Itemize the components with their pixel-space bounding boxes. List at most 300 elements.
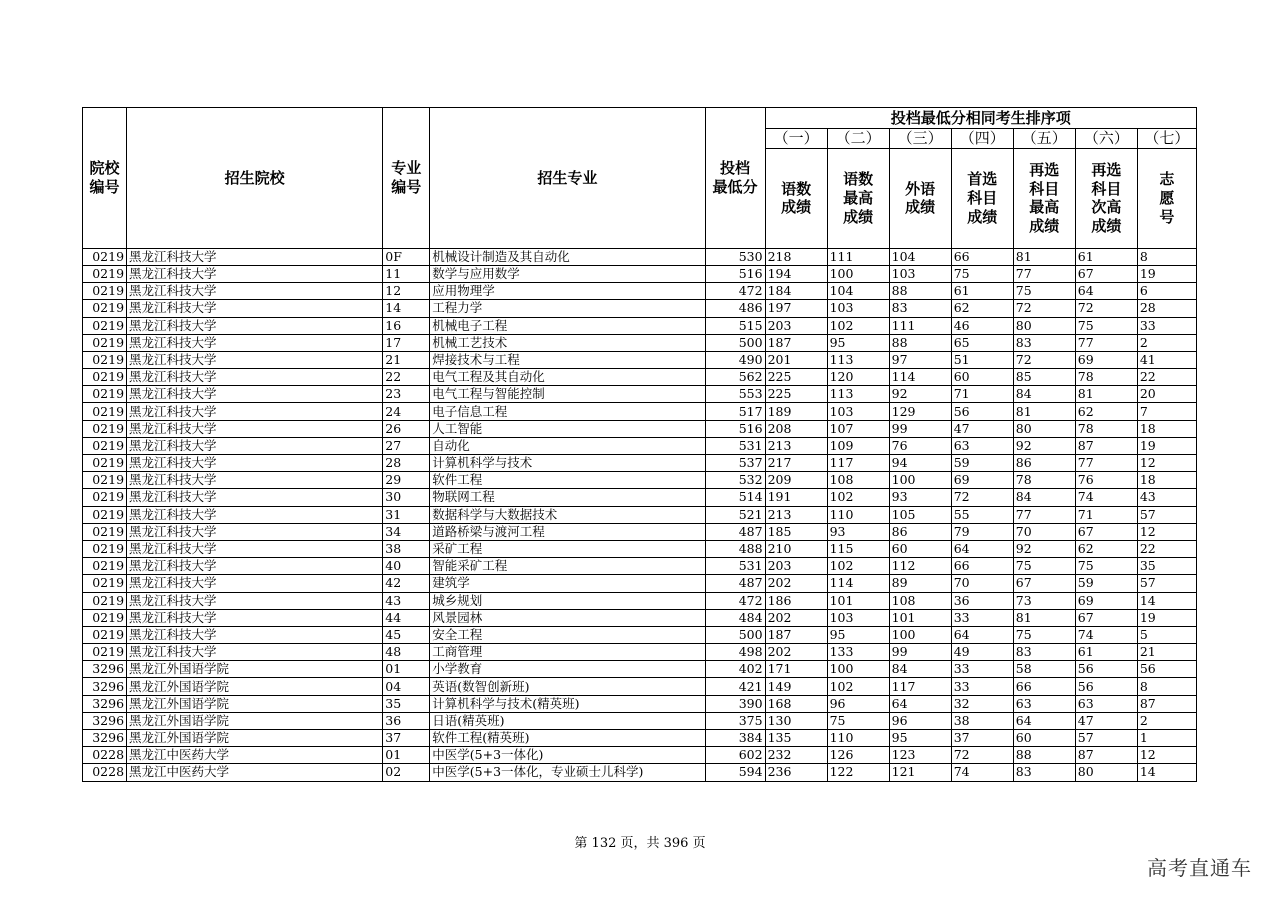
score-6-cell: 64 <box>1075 283 1137 300</box>
score-1-cell: 225 <box>765 369 827 386</box>
score-3-cell: 97 <box>889 351 951 368</box>
header-seq-4: （四） <box>951 129 1013 149</box>
volunteer-no-cell: 2 <box>1137 334 1196 351</box>
score-5-cell: 75 <box>1013 558 1075 575</box>
volunteer-no-cell: 21 <box>1137 644 1196 661</box>
score-5-cell: 72 <box>1013 351 1075 368</box>
min-score-cell: 487 <box>705 575 765 592</box>
major-code-cell: 21 <box>383 351 430 368</box>
school-name-cell: 黑龙江中医药大学 <box>127 764 383 781</box>
score-4-cell: 46 <box>951 317 1013 334</box>
score-1-cell: 171 <box>765 661 827 678</box>
school-code-cell: 0219 <box>83 540 127 557</box>
score-1-cell: 202 <box>765 609 827 626</box>
volunteer-no-cell: 18 <box>1137 420 1196 437</box>
school-code-cell: 0219 <box>83 626 127 643</box>
table-row <box>83 317 1197 334</box>
school-name-cell: 黑龙江科技大学 <box>127 472 383 489</box>
score-2-cell: 133 <box>827 644 889 661</box>
major-name-cell: 电气工程与智能控制 <box>430 386 705 403</box>
major-name-cell: 焊接技术与工程 <box>430 351 705 368</box>
table-row <box>83 747 1197 764</box>
score-4-cell: 55 <box>951 506 1013 523</box>
table-row <box>83 626 1197 643</box>
score-2-cell: 102 <box>827 678 889 695</box>
score-6-cell: 76 <box>1075 472 1137 489</box>
school-name-cell: 黑龙江科技大学 <box>127 506 383 523</box>
score-2-cell: 101 <box>827 592 889 609</box>
major-name-cell: 道路桥梁与渡河工程 <box>430 523 705 540</box>
major-name-cell: 智能采矿工程 <box>430 558 705 575</box>
school-name-cell: 黑龙江外国语学院 <box>127 712 383 729</box>
table-row <box>83 592 1197 609</box>
score-5-cell: 92 <box>1013 437 1075 454</box>
school-name-cell: 黑龙江外国语学院 <box>127 730 383 747</box>
score-6-cell: 87 <box>1075 437 1137 454</box>
major-code-cell: 17 <box>383 334 430 351</box>
school-code-cell: 0219 <box>83 334 127 351</box>
header-sub-3: 外语 成绩 <box>889 148 951 248</box>
school-code-cell: 0219 <box>83 317 127 334</box>
score-6-cell: 57 <box>1075 730 1137 747</box>
school-name-cell: 黑龙江科技大学 <box>127 317 383 334</box>
major-code-cell: 24 <box>383 403 430 420</box>
table-row <box>83 472 1197 489</box>
major-name-cell: 日语(精英班) <box>430 712 705 729</box>
header-sub-4: 首选 科目 成绩 <box>951 148 1013 248</box>
score-2-cell: 103 <box>827 609 889 626</box>
score-4-cell: 71 <box>951 386 1013 403</box>
score-4-cell: 79 <box>951 523 1013 540</box>
score-6-cell: 62 <box>1075 403 1137 420</box>
table-row <box>83 351 1197 368</box>
score-1-cell: 191 <box>765 489 827 506</box>
score-2-cell: 95 <box>827 626 889 643</box>
score-2-cell: 113 <box>827 386 889 403</box>
score-2-cell: 109 <box>827 437 889 454</box>
score-1-cell: 194 <box>765 265 827 282</box>
score-3-cell: 83 <box>889 300 951 317</box>
score-6-cell: 67 <box>1075 265 1137 282</box>
min-score-cell: 594 <box>705 764 765 781</box>
major-code-cell: 01 <box>383 747 430 764</box>
volunteer-no-cell: 7 <box>1137 403 1196 420</box>
major-code-cell: 35 <box>383 695 430 712</box>
school-code-cell: 0219 <box>83 592 127 609</box>
score-1-cell: 202 <box>765 575 827 592</box>
score-1-cell: 236 <box>765 764 827 781</box>
score-4-cell: 74 <box>951 764 1013 781</box>
major-name-cell: 机械设计制造及其自动化 <box>430 248 705 265</box>
score-5-cell: 70 <box>1013 523 1075 540</box>
score-2-cell: 114 <box>827 575 889 592</box>
score-3-cell: 76 <box>889 437 951 454</box>
major-name-cell: 人工智能 <box>430 420 705 437</box>
school-name-cell: 黑龙江科技大学 <box>127 575 383 592</box>
score-5-cell: 80 <box>1013 420 1075 437</box>
score-5-cell: 83 <box>1013 334 1075 351</box>
major-code-cell: 36 <box>383 712 430 729</box>
min-score-cell: 516 <box>705 265 765 282</box>
score-6-cell: 47 <box>1075 712 1137 729</box>
score-5-cell: 66 <box>1013 678 1075 695</box>
score-4-cell: 66 <box>951 558 1013 575</box>
table-row <box>83 283 1197 300</box>
major-code-cell: 0F <box>383 248 430 265</box>
score-5-cell: 80 <box>1013 317 1075 334</box>
school-name-cell: 黑龙江中医药大学 <box>127 747 383 764</box>
score-3-cell: 88 <box>889 283 951 300</box>
school-code-cell: 0219 <box>83 575 127 592</box>
score-6-cell: 63 <box>1075 695 1137 712</box>
score-5-cell: 63 <box>1013 695 1075 712</box>
score-2-cell: 111 <box>827 248 889 265</box>
score-5-cell: 75 <box>1013 283 1075 300</box>
header-sub-1: 语数 成绩 <box>765 148 827 248</box>
volunteer-no-cell: 87 <box>1137 695 1196 712</box>
table-row <box>83 523 1197 540</box>
min-score-cell: 500 <box>705 626 765 643</box>
score-6-cell: 67 <box>1075 609 1137 626</box>
school-code-cell: 0228 <box>83 764 127 781</box>
school-name-cell: 黑龙江科技大学 <box>127 386 383 403</box>
score-5-cell: 84 <box>1013 489 1075 506</box>
volunteer-no-cell: 19 <box>1137 265 1196 282</box>
score-3-cell: 100 <box>889 626 951 643</box>
admission-table <box>82 107 1197 782</box>
score-4-cell: 56 <box>951 403 1013 420</box>
school-code-cell: 0219 <box>83 300 127 317</box>
score-4-cell: 33 <box>951 661 1013 678</box>
table-row <box>83 678 1197 695</box>
min-score-cell: 472 <box>705 283 765 300</box>
score-3-cell: 111 <box>889 317 951 334</box>
score-5-cell: 78 <box>1013 472 1075 489</box>
min-score-cell: 514 <box>705 489 765 506</box>
volunteer-no-cell: 12 <box>1137 455 1196 472</box>
min-score-cell: 472 <box>705 592 765 609</box>
score-5-cell: 86 <box>1013 455 1075 472</box>
min-score-cell: 498 <box>705 644 765 661</box>
score-1-cell: 225 <box>765 386 827 403</box>
score-2-cell: 75 <box>827 712 889 729</box>
score-1-cell: 168 <box>765 695 827 712</box>
score-5-cell: 88 <box>1013 747 1075 764</box>
page-footer: 第 132 页，共 396 页 <box>574 836 706 851</box>
watermark: 高考直通车 <box>1147 856 1252 880</box>
school-code-cell: 0228 <box>83 747 127 764</box>
score-3-cell: 95 <box>889 730 951 747</box>
school-code-cell: 0219 <box>83 609 127 626</box>
major-code-cell: 26 <box>383 420 430 437</box>
score-6-cell: 87 <box>1075 747 1137 764</box>
min-score-cell: 515 <box>705 317 765 334</box>
score-6-cell: 69 <box>1075 351 1137 368</box>
score-4-cell: 59 <box>951 455 1013 472</box>
score-1-cell: 232 <box>765 747 827 764</box>
score-6-cell: 71 <box>1075 506 1137 523</box>
volunteer-no-cell: 33 <box>1137 317 1196 334</box>
score-5-cell: 60 <box>1013 730 1075 747</box>
score-5-cell: 83 <box>1013 644 1075 661</box>
score-6-cell: 56 <box>1075 678 1137 695</box>
major-name-cell: 机械工艺技术 <box>430 334 705 351</box>
table-row <box>83 403 1197 420</box>
major-name-cell: 小学教育 <box>430 661 705 678</box>
score-6-cell: 78 <box>1075 420 1137 437</box>
score-4-cell: 66 <box>951 248 1013 265</box>
header-sub-6: 再选 科目 次高 成绩 <box>1075 148 1137 248</box>
major-name-cell: 自动化 <box>430 437 705 454</box>
table-row <box>83 644 1197 661</box>
score-2-cell: 103 <box>827 403 889 420</box>
major-code-cell: 12 <box>383 283 430 300</box>
table-row <box>83 437 1197 454</box>
score-2-cell: 110 <box>827 506 889 523</box>
major-name-cell: 数学与应用数学 <box>430 265 705 282</box>
score-5-cell: 77 <box>1013 265 1075 282</box>
header-school: 招生院校 <box>127 108 383 249</box>
score-3-cell: 121 <box>889 764 951 781</box>
major-code-cell: 42 <box>383 575 430 592</box>
school-name-cell: 黑龙江科技大学 <box>127 334 383 351</box>
score-5-cell: 64 <box>1013 712 1075 729</box>
score-4-cell: 72 <box>951 747 1013 764</box>
volunteer-no-cell: 19 <box>1137 437 1196 454</box>
school-code-cell: 0219 <box>83 455 127 472</box>
score-5-cell: 75 <box>1013 626 1075 643</box>
major-name-cell: 中医学(5+3一体化，专业硕士儿科学) <box>430 764 705 781</box>
table-row <box>83 506 1197 523</box>
header-seq-1: （一） <box>765 129 827 149</box>
major-code-cell: 37 <box>383 730 430 747</box>
table-row <box>83 575 1197 592</box>
min-score-cell: 488 <box>705 540 765 557</box>
score-1-cell: 197 <box>765 300 827 317</box>
score-2-cell: 100 <box>827 265 889 282</box>
score-4-cell: 60 <box>951 369 1013 386</box>
volunteer-no-cell: 35 <box>1137 558 1196 575</box>
score-5-cell: 58 <box>1013 661 1075 678</box>
header-sub-5: 再选 科目 最高 成绩 <box>1013 148 1075 248</box>
school-name-cell: 黑龙江外国语学院 <box>127 678 383 695</box>
score-3-cell: 64 <box>889 695 951 712</box>
min-score-cell: 531 <box>705 437 765 454</box>
score-5-cell: 81 <box>1013 609 1075 626</box>
major-code-cell: 38 <box>383 540 430 557</box>
score-5-cell: 92 <box>1013 540 1075 557</box>
score-6-cell: 78 <box>1075 369 1137 386</box>
score-4-cell: 33 <box>951 609 1013 626</box>
score-3-cell: 99 <box>889 644 951 661</box>
score-5-cell: 73 <box>1013 592 1075 609</box>
score-4-cell: 61 <box>951 283 1013 300</box>
score-4-cell: 38 <box>951 712 1013 729</box>
header-seq-5: （五） <box>1013 129 1075 149</box>
score-6-cell: 61 <box>1075 644 1137 661</box>
score-3-cell: 123 <box>889 747 951 764</box>
score-3-cell: 101 <box>889 609 951 626</box>
school-code-cell: 0219 <box>83 403 127 420</box>
min-score-cell: 562 <box>705 369 765 386</box>
min-score-cell: 602 <box>705 747 765 764</box>
min-score-cell: 537 <box>705 455 765 472</box>
school-name-cell: 黑龙江科技大学 <box>127 540 383 557</box>
major-name-cell: 城乡规划 <box>430 592 705 609</box>
score-6-cell: 69 <box>1075 592 1137 609</box>
min-score-cell: 484 <box>705 609 765 626</box>
header-major: 招生专业 <box>430 108 705 249</box>
score-1-cell: 149 <box>765 678 827 695</box>
school-name-cell: 黑龙江科技大学 <box>127 369 383 386</box>
school-name-cell: 黑龙江科技大学 <box>127 558 383 575</box>
school-name-cell: 黑龙江科技大学 <box>127 489 383 506</box>
min-score-cell: 531 <box>705 558 765 575</box>
school-code-cell: 0219 <box>83 437 127 454</box>
volunteer-no-cell: 14 <box>1137 764 1196 781</box>
score-1-cell: 202 <box>765 644 827 661</box>
score-1-cell: 217 <box>765 455 827 472</box>
min-score-cell: 390 <box>705 695 765 712</box>
table-row <box>83 712 1197 729</box>
table-row <box>83 764 1197 781</box>
score-4-cell: 65 <box>951 334 1013 351</box>
table-row <box>83 265 1197 282</box>
score-3-cell: 114 <box>889 369 951 386</box>
major-name-cell: 中医学(5+3一体化) <box>430 747 705 764</box>
school-name-cell: 黑龙江科技大学 <box>127 403 383 420</box>
min-score-cell: 486 <box>705 300 765 317</box>
score-1-cell: 210 <box>765 540 827 557</box>
major-name-cell: 软件工程(精英班) <box>430 730 705 747</box>
score-4-cell: 32 <box>951 695 1013 712</box>
score-4-cell: 49 <box>951 644 1013 661</box>
score-3-cell: 99 <box>889 420 951 437</box>
table-row <box>83 334 1197 351</box>
header-seq-6: （六） <box>1075 129 1137 149</box>
min-score-cell: 500 <box>705 334 765 351</box>
major-name-cell: 英语(数智创新班) <box>430 678 705 695</box>
score-6-cell: 75 <box>1075 317 1137 334</box>
volunteer-no-cell: 22 <box>1137 369 1196 386</box>
major-code-cell: 01 <box>383 661 430 678</box>
major-code-cell: 23 <box>383 386 430 403</box>
score-3-cell: 92 <box>889 386 951 403</box>
score-6-cell: 74 <box>1075 626 1137 643</box>
major-name-cell: 电气工程及其自动化 <box>430 369 705 386</box>
score-4-cell: 62 <box>951 300 1013 317</box>
score-5-cell: 85 <box>1013 369 1075 386</box>
volunteer-no-cell: 8 <box>1137 248 1196 265</box>
volunteer-no-cell: 12 <box>1137 523 1196 540</box>
score-2-cell: 93 <box>827 523 889 540</box>
min-score-cell: 402 <box>705 661 765 678</box>
score-4-cell: 33 <box>951 678 1013 695</box>
score-1-cell: 201 <box>765 351 827 368</box>
score-4-cell: 36 <box>951 592 1013 609</box>
major-code-cell: 45 <box>383 626 430 643</box>
score-6-cell: 74 <box>1075 489 1137 506</box>
score-3-cell: 129 <box>889 403 951 420</box>
school-name-cell: 黑龙江科技大学 <box>127 283 383 300</box>
score-2-cell: 117 <box>827 455 889 472</box>
school-code-cell: 0219 <box>83 523 127 540</box>
volunteer-no-cell: 57 <box>1137 506 1196 523</box>
table-row <box>83 730 1197 747</box>
school-code-cell: 0219 <box>83 558 127 575</box>
score-3-cell: 104 <box>889 248 951 265</box>
header-seq-7: （七） <box>1137 129 1196 149</box>
score-5-cell: 81 <box>1013 248 1075 265</box>
min-score-cell: 421 <box>705 678 765 695</box>
score-1-cell: 209 <box>765 472 827 489</box>
score-6-cell: 77 <box>1075 455 1137 472</box>
school-name-cell: 黑龙江科技大学 <box>127 592 383 609</box>
score-2-cell: 102 <box>827 558 889 575</box>
score-6-cell: 81 <box>1075 386 1137 403</box>
table-row <box>83 369 1197 386</box>
major-code-cell: 16 <box>383 317 430 334</box>
min-score-cell: 516 <box>705 420 765 437</box>
score-2-cell: 122 <box>827 764 889 781</box>
major-name-cell: 建筑学 <box>430 575 705 592</box>
table-row <box>83 661 1197 678</box>
volunteer-no-cell: 41 <box>1137 351 1196 368</box>
school-name-cell: 黑龙江科技大学 <box>127 523 383 540</box>
school-name-cell: 黑龙江外国语学院 <box>127 661 383 678</box>
school-name-cell: 黑龙江外国语学院 <box>127 695 383 712</box>
header-group-title: 投档最低分相同考生排序项 <box>765 108 1196 129</box>
score-2-cell: 102 <box>827 317 889 334</box>
major-name-cell: 计算机科学与技术 <box>430 455 705 472</box>
score-5-cell: 84 <box>1013 386 1075 403</box>
major-code-cell: 43 <box>383 592 430 609</box>
score-4-cell: 64 <box>951 540 1013 557</box>
school-code-cell: 0219 <box>83 489 127 506</box>
table-row <box>83 540 1197 557</box>
header-sub-7: 志 愿 号 <box>1137 148 1196 248</box>
volunteer-no-cell: 19 <box>1137 609 1196 626</box>
score-3-cell: 100 <box>889 472 951 489</box>
volunteer-no-cell: 28 <box>1137 300 1196 317</box>
table-row <box>83 386 1197 403</box>
score-1-cell: 203 <box>765 317 827 334</box>
score-2-cell: 104 <box>827 283 889 300</box>
score-1-cell: 187 <box>765 334 827 351</box>
score-2-cell: 107 <box>827 420 889 437</box>
school-name-cell: 黑龙江科技大学 <box>127 351 383 368</box>
table-row <box>83 558 1197 575</box>
score-6-cell: 67 <box>1075 523 1137 540</box>
school-code-cell: 3296 <box>83 661 127 678</box>
table-row <box>83 695 1197 712</box>
score-3-cell: 108 <box>889 592 951 609</box>
score-5-cell: 67 <box>1013 575 1075 592</box>
min-score-cell: 530 <box>705 248 765 265</box>
score-6-cell: 72 <box>1075 300 1137 317</box>
major-code-cell: 27 <box>383 437 430 454</box>
score-2-cell: 108 <box>827 472 889 489</box>
score-4-cell: 63 <box>951 437 1013 454</box>
school-name-cell: 黑龙江科技大学 <box>127 455 383 472</box>
major-name-cell: 物联网工程 <box>430 489 705 506</box>
score-4-cell: 64 <box>951 626 1013 643</box>
table-row <box>83 455 1197 472</box>
volunteer-no-cell: 20 <box>1137 386 1196 403</box>
score-1-cell: 185 <box>765 523 827 540</box>
header-sub-2: 语数 最高 成绩 <box>827 148 889 248</box>
min-score-cell: 553 <box>705 386 765 403</box>
